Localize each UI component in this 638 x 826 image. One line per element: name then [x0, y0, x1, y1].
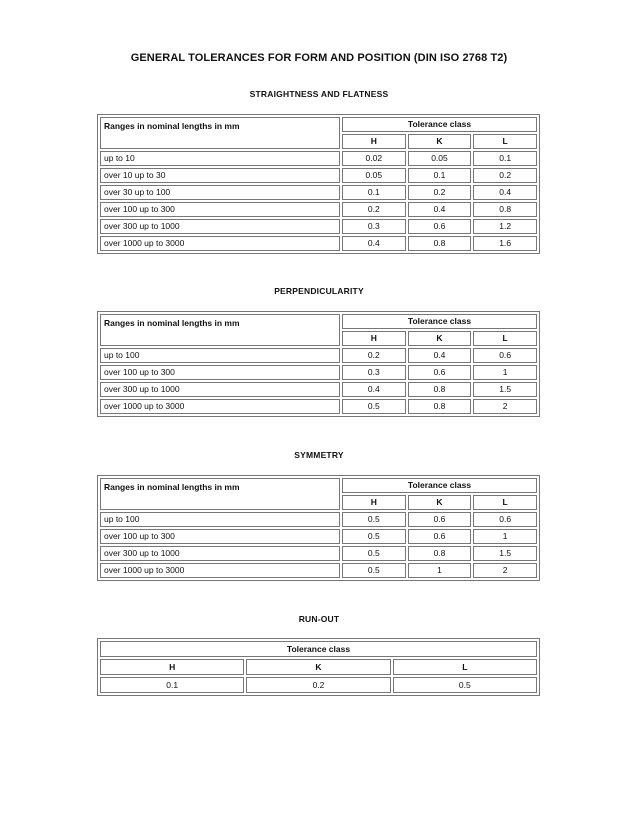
range-cell: over 100 up to 300 — [100, 202, 340, 217]
value-cell-l: 1.2 — [473, 219, 537, 234]
value-cell-l: 1.6 — [473, 236, 537, 251]
range-cell: over 10 up to 30 — [100, 168, 340, 183]
value-cell-h: 0.02 — [342, 151, 406, 166]
range-cell: over 1000 up to 3000 — [100, 236, 340, 251]
value-cell-h: 0.1 — [342, 185, 406, 200]
value-cell-l: 0.8 — [473, 202, 537, 217]
range-cell: over 300 up to 1000 — [100, 546, 340, 561]
class-h-header: H — [342, 331, 406, 346]
value-cell-l: 0.2 — [473, 168, 537, 183]
value-cell-k: 0.4 — [408, 202, 472, 217]
table-row — [100, 546, 537, 561]
value-cell-h: 0.4 — [342, 236, 406, 251]
value-cell-k: 0.2 — [408, 185, 472, 200]
class-k-header: K — [408, 134, 472, 149]
value-cell-h: 0.5 — [342, 512, 406, 527]
range-cell: over 1000 up to 3000 — [100, 563, 340, 578]
value-cell-k: 0.8 — [408, 546, 472, 561]
runout-table — [97, 638, 540, 696]
range-cell: up to 100 — [100, 348, 340, 363]
table-header-row — [100, 478, 537, 493]
value-cell-k: 0.6 — [408, 219, 472, 234]
value-cell-k: 0.4 — [408, 348, 472, 363]
value-cell-h: 0.2 — [342, 348, 406, 363]
runout-value-row — [100, 677, 537, 693]
value-cell-h: 0.5 — [342, 529, 406, 544]
class-k-header: K — [408, 495, 472, 510]
tolerance-class-header: Tolerance class — [342, 117, 537, 132]
section-title-runout: RUN-OUT — [298, 614, 340, 624]
class-h-header: H — [342, 134, 406, 149]
value-cell-k: 0.8 — [408, 236, 472, 251]
table-row — [100, 399, 537, 414]
table-row — [100, 563, 537, 578]
value-cell-k: 0.6 — [408, 365, 472, 380]
range-cell: up to 100 — [100, 512, 340, 527]
perpendicularity-table — [97, 311, 540, 417]
table-row — [100, 365, 537, 380]
symmetry-table — [97, 475, 540, 581]
section-title-straightness: STRAIGHTNESS AND FLATNESS — [249, 89, 389, 99]
range-cell: over 1000 up to 3000 — [100, 399, 340, 414]
table-row — [100, 382, 537, 397]
value-cell-h: 0.5 — [342, 563, 406, 578]
class-l-header: L — [473, 495, 537, 510]
runout-value-l: 0.5 — [393, 677, 537, 693]
class-k-header: K — [246, 659, 390, 675]
range-cell: over 300 up to 1000 — [100, 382, 340, 397]
value-cell-k: 0.8 — [408, 382, 472, 397]
ranges-header: Ranges in nominal lengths in mm — [100, 478, 340, 510]
table-row — [100, 202, 537, 217]
straightness-body — [100, 151, 537, 251]
document-title: GENERAL TOLERANCES FOR FORM AND POSITION (DIN ISO 2768 T2) — [130, 52, 508, 64]
symmetry-body — [100, 512, 537, 578]
value-cell-h: 0.2 — [342, 202, 406, 217]
range-cell: over 30 up to 100 — [100, 185, 340, 200]
table-row — [100, 348, 537, 363]
value-cell-h: 0.05 — [342, 168, 406, 183]
class-k-header: K — [408, 331, 472, 346]
table-row — [100, 529, 537, 544]
section-title-perpendicularity: PERPENDICULARITY — [274, 286, 364, 296]
table-row — [100, 219, 537, 234]
table-header-row — [100, 314, 537, 329]
class-l-header: L — [393, 659, 537, 675]
table-row — [100, 151, 537, 166]
value-cell-k: 0.6 — [408, 512, 472, 527]
value-cell-h: 0.5 — [342, 399, 406, 414]
value-cell-h: 0.3 — [342, 365, 406, 380]
runout-value-k: 0.2 — [246, 677, 390, 693]
value-cell-k: 0.05 — [408, 151, 472, 166]
range-cell: over 100 up to 300 — [100, 365, 340, 380]
range-cell: over 300 up to 1000 — [100, 219, 340, 234]
value-cell-h: 0.3 — [342, 219, 406, 234]
table-row — [100, 185, 537, 200]
range-cell: up to 10 — [100, 151, 340, 166]
value-cell-h: 0.4 — [342, 382, 406, 397]
value-cell-k: 0.6 — [408, 529, 472, 544]
value-cell-k: 1 — [408, 563, 472, 578]
perpendicularity-body — [100, 348, 537, 414]
ranges-header: Ranges in nominal lengths in mm — [100, 117, 340, 149]
ranges-header: Ranges in nominal lengths in mm — [100, 314, 340, 346]
value-cell-h: 0.5 — [342, 546, 406, 561]
value-cell-k: 0.1 — [408, 168, 472, 183]
range-cell: over 100 up to 300 — [100, 529, 340, 544]
value-cell-k: 0.8 — [408, 399, 472, 414]
table-row — [100, 168, 537, 183]
value-cell-l: 2 — [473, 399, 537, 414]
class-l-header: L — [473, 331, 537, 346]
tolerance-class-header: Tolerance class — [342, 314, 537, 329]
table-row — [100, 512, 537, 527]
section-title-symmetry: SYMMETRY — [294, 450, 344, 460]
value-cell-l: 0.4 — [473, 185, 537, 200]
tolerance-class-header: Tolerance class — [100, 641, 537, 657]
value-cell-l: 0.6 — [473, 348, 537, 363]
value-cell-l: 0.6 — [473, 512, 537, 527]
value-cell-l: 2 — [473, 563, 537, 578]
value-cell-l: 1.5 — [473, 546, 537, 561]
runout-col-header-row — [100, 659, 537, 675]
class-h-header: H — [342, 495, 406, 510]
table-header-row — [100, 117, 537, 132]
class-l-header: L — [473, 134, 537, 149]
class-h-header: H — [100, 659, 244, 675]
value-cell-l: 0.1 — [473, 151, 537, 166]
table-row — [100, 236, 537, 251]
runout-value-h: 0.1 — [100, 677, 244, 693]
value-cell-l: 1.5 — [473, 382, 537, 397]
tolerance-class-header: Tolerance class — [342, 478, 537, 493]
runout-class-header-row — [100, 641, 537, 657]
straightness-table — [97, 114, 540, 254]
value-cell-l: 1 — [473, 529, 537, 544]
value-cell-l: 1 — [473, 365, 537, 380]
